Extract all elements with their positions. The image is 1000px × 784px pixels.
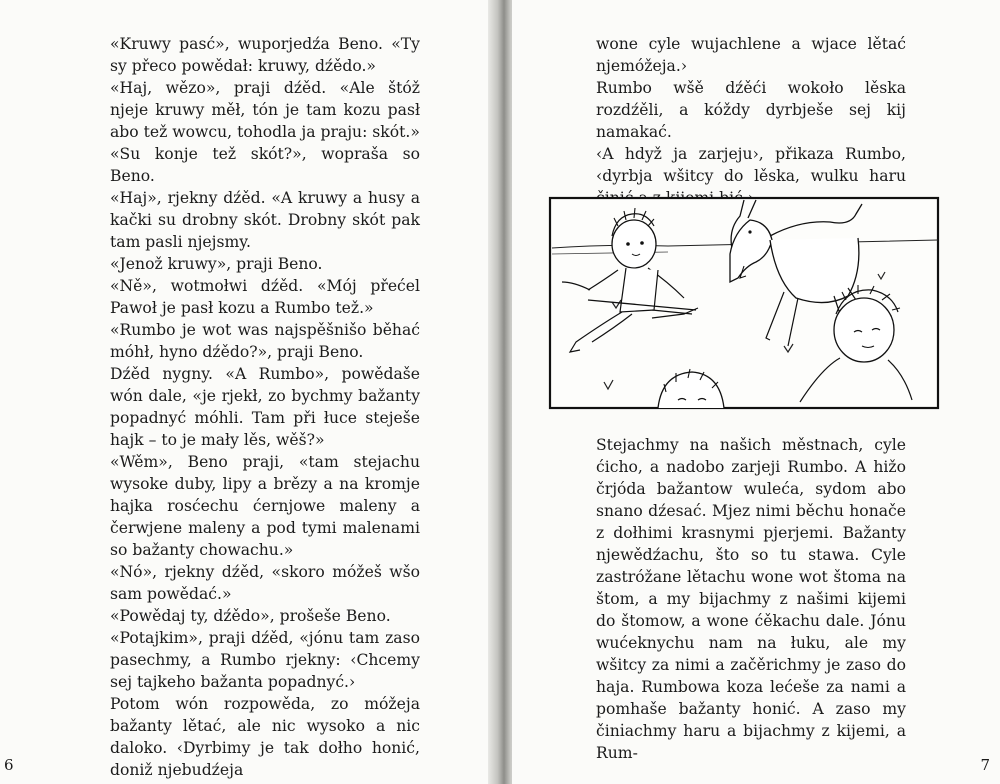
paragraph: «Kruwy pasć», wuporjedźa Beno. «Ty sy přeco powědał: kruwy, dźědo.» [110,35,420,75]
illustration-boys-and-goat [548,196,940,410]
paragraph: Dźěd nygny. «A Rumbo», powědaše wón dale, «je rjekł, zo bychmy bažanty popadnyć móhli. Tam při łuce steješe hajk – to je mały lěs, wěš?» [110,365,420,449]
paragraph: wone cyle wujachlene a wjace lětać njemóžeja.› [596,35,906,75]
page-number-right: 7 [980,756,990,774]
right-page [512,0,1000,784]
left-page [0,0,496,784]
right-text-column-bottom [596,434,906,764]
paragraph: Potom wón rozpowěda, zo móžeja bažanty lětać, ale nic wysoko a nic daloko. ‹Dyrbimy je tak dołho honić, doniž njebudźeja [110,695,420,779]
paragraph: Rumbo wšě dźěći wokoło lěska rozdźěli, a kóždy dyrbješe sej kij namakać. [596,79,906,141]
paragraph: «Haj, wězo», praji dźěd. «Ale štóž njeje kruwy měł, tón je tam kozu pasł abo tež wowcu, tohodla ja praju: skót.» [110,79,420,141]
paragraph: «Wěm», Beno praji, «tam stejachu wysoke duby, lipy a brězy a na kromje hajka rosćechu ćernjowe maleny a čerwjene maleny a pod tymi malenami so bažanty chowachu.» [110,453,420,559]
left-text-column [110,33,420,781]
page-number-left: 6 [4,756,14,774]
paragraph: «Ně», wotmołwi dźěd. «Mój přećel Pawoł je pasł kozu a Rumbo tež.» [110,277,420,317]
paragraph: Stejachmy na našich městnach, cyle ćicho, a nadobo zarjeji Rumbo. A hižo črjóda bažantow wuleća, sydom abo snano dźesać. Mjez nimi běchu honače z dołhimi krasnymi pjerjemi. Bažanty njewědźachu, što so tu stawa. Cyle zastróžane lětachu wone wot štoma na štom, a my bijachmy z našimi kijemi do štomow, a wone ćěkachu dale. Jónu wućeknychu nam na łuku, ale my wšitcy za nimi a začěrichmy je zaso do haja. Rumbowa koza lećeše za nami a pomhaše bažanty honić. A zaso my čini̇achmy haru a bijachmy z kijemi, a Rum- [596,436,906,762]
paragraph: «Potajkim», praji dźěd, «jónu tam zaso pasechmy, a Rumbo rjekny: ‹Chcemy sej tajkeho bažanta popadnyć.› [110,629,420,691]
paragraph: «Nó», rjekny dźěd, «skoro móžeš wšo sam powědać.» [110,563,420,603]
right-text-column-top [596,33,906,209]
paragraph: «Powědaj ty, dźědo», prošeše Beno. [110,607,391,625]
paragraph: «Jenož kruwy», praji Beno. [110,255,323,273]
paragraph: «Rumbo je wot was najspěšnišo běhać móhł, hyno dźědo?», praji Beno. [110,321,420,361]
paragraph: «Su konje tež skót?», wopraša so Beno. [110,145,420,185]
paragraph: ‹A hdyž ja zarjeju›, přikaza Rumbo, ‹dyrbja wšitcy do lěska, wulku haru [596,145,906,185]
paragraph: «Haj», rjekny dźěd. «A kruwy a husy a kački su drobny skót. Drobny skót pak tam pasli njejsmy. [110,189,420,251]
